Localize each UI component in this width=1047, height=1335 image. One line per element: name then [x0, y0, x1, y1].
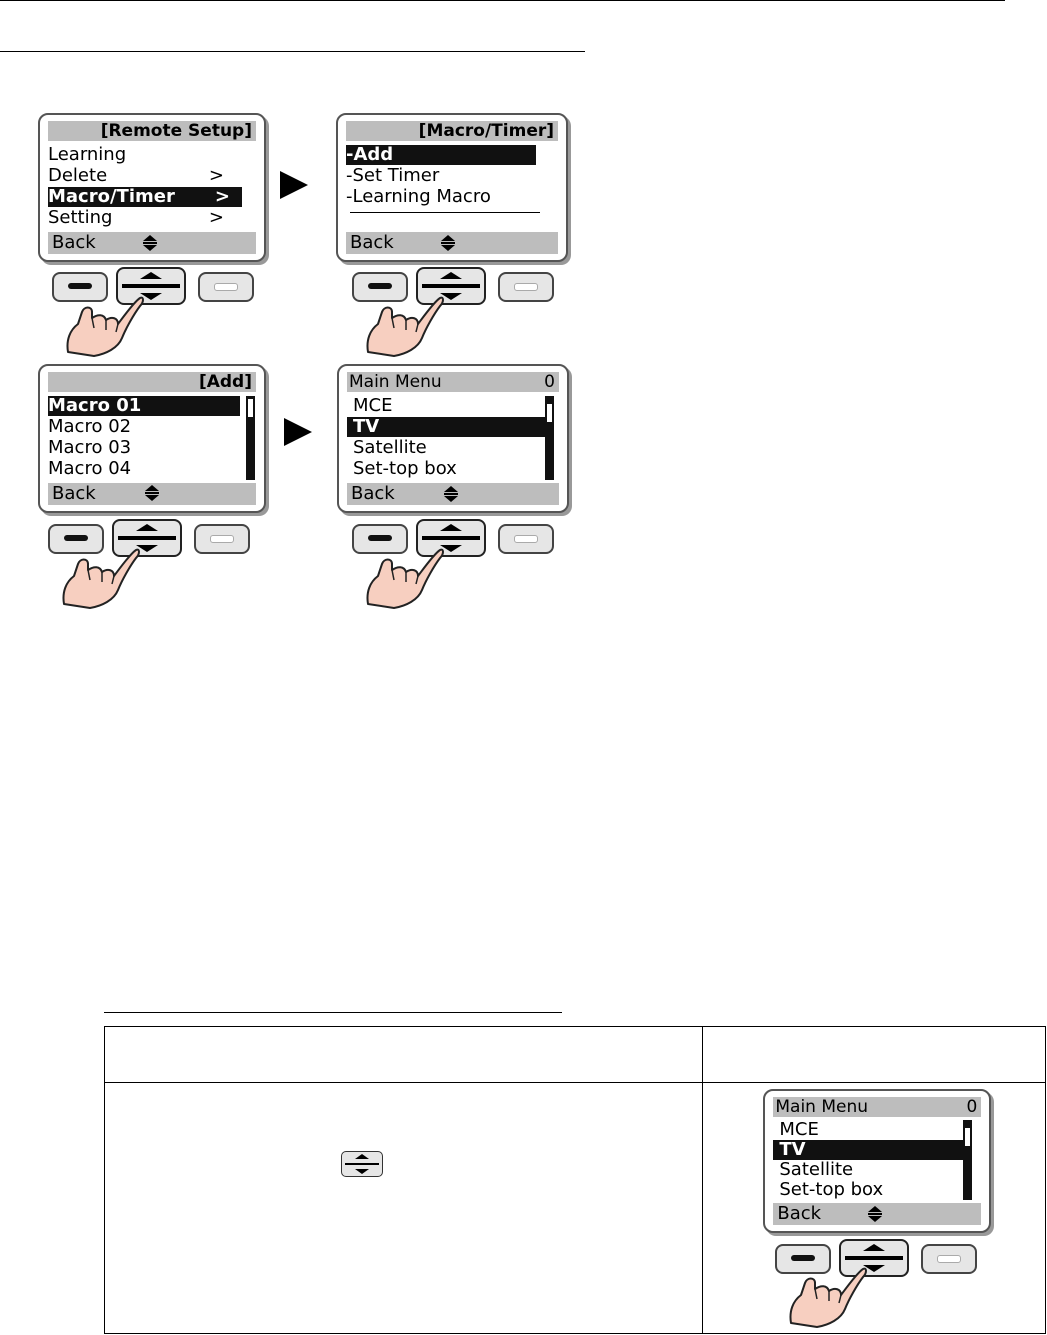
chevron-right-icon: > — [214, 186, 230, 207]
back-softkey-label[interactable]: Back — [777, 1203, 822, 1224]
table-header-cell — [105, 1027, 703, 1083]
menu-item-label: Macro 04 — [48, 458, 132, 479]
lcd-footer — [48, 232, 256, 254]
scrollbar[interactable] — [545, 396, 554, 480]
lcd-footer — [773, 1203, 981, 1225]
lcd-title: Main Menu — [349, 372, 442, 392]
scrollbar[interactable] — [963, 1120, 972, 1200]
up-down-icon — [867, 1203, 883, 1225]
scroll-rocker-icon — [341, 1151, 383, 1177]
lcd-remote-setup — [38, 113, 266, 262]
section-rule — [0, 51, 585, 52]
lcd-title: [Macro/Timer] — [418, 121, 554, 141]
chevron-right-icon: > — [208, 165, 224, 186]
table-row — [105, 1083, 1046, 1334]
menu-item-label: TV — [779, 1139, 806, 1160]
pointing-hand-icon — [364, 544, 444, 610]
menu-item-setting[interactable] — [48, 208, 236, 228]
right-softkey[interactable] — [921, 1244, 977, 1274]
menu-item-label: TV — [353, 416, 380, 437]
back-softkey-label[interactable]: Back — [351, 483, 395, 504]
menu-item-label: MCE — [353, 395, 393, 416]
right-softkey[interactable] — [194, 524, 250, 554]
right-softkey[interactable] — [198, 272, 254, 302]
menu-item-macro-04[interactable] — [48, 459, 240, 479]
lcd-header — [48, 121, 256, 141]
menu-divider — [350, 212, 540, 213]
table-header-cell — [703, 1027, 1046, 1083]
lcd-header — [773, 1097, 981, 1117]
top-rule — [0, 0, 1005, 1]
lcd-count: 0 — [966, 1097, 978, 1117]
menu-item-label: -Set Timer — [346, 165, 440, 186]
pointing-hand-icon — [64, 292, 144, 358]
menu-item-label: Satellite — [779, 1159, 854, 1180]
lcd-title: [Add] — [198, 372, 252, 392]
menu-item-delete[interactable] — [48, 166, 236, 186]
menu-item-tv[interactable] — [347, 417, 549, 437]
lcd-header — [347, 372, 559, 392]
menu-item-satellite[interactable] — [347, 438, 549, 458]
right-softkey[interactable] — [498, 524, 554, 554]
up-down-icon — [440, 232, 456, 254]
lcd-count: 0 — [544, 372, 555, 392]
instruction-table — [104, 1026, 1046, 1334]
pointing-hand-icon — [60, 544, 140, 610]
up-down-icon — [142, 232, 158, 254]
menu-item-label: Macro 01 — [48, 395, 142, 416]
back-softkey-label[interactable]: Back — [52, 232, 96, 253]
instruction-cell — [105, 1083, 703, 1334]
scrollbar[interactable] — [246, 396, 255, 480]
menu-item-label: Set-top box — [779, 1179, 884, 1200]
menu-item-macro-03[interactable] — [48, 438, 240, 458]
menu-item-add[interactable] — [346, 145, 536, 165]
play-triangle-icon — [284, 418, 312, 446]
menu-item-macro-02[interactable] — [48, 417, 240, 437]
right-softkey[interactable] — [498, 272, 554, 302]
menu-item-set-timer[interactable] — [346, 166, 536, 186]
back-softkey-label[interactable]: Back — [350, 232, 394, 253]
section-rule — [104, 1012, 562, 1013]
menu-item-macro-01[interactable] — [48, 396, 240, 416]
menu-item-label: -Learning Macro — [346, 186, 491, 207]
menu-item-label: Macro 02 — [48, 416, 132, 437]
menu-item-set-top-box[interactable] — [773, 1180, 971, 1200]
pointing-hand-icon — [364, 292, 444, 358]
lcd-macro-timer — [336, 113, 568, 262]
lcd-header — [346, 121, 558, 141]
menu-item-macro-timer[interactable] — [48, 187, 242, 207]
lcd-add — [38, 364, 266, 513]
menu-item-set-top-box[interactable] — [347, 459, 549, 479]
menu-item-learning-macro[interactable] — [346, 187, 536, 207]
lcd-footer — [346, 232, 558, 254]
menu-item-label: Setting — [48, 207, 113, 228]
pointing-hand-icon — [787, 1263, 867, 1329]
lcd-main-menu — [763, 1089, 991, 1233]
menu-item-label: Learning — [48, 144, 127, 165]
lcd-footer — [347, 483, 559, 505]
play-triangle-icon — [280, 171, 308, 199]
lcd-main-menu — [337, 364, 569, 513]
menu-item-label: Macro/Timer — [48, 186, 175, 207]
menu-item-learning[interactable] — [48, 145, 236, 165]
menu-item-label: Set-top box — [353, 458, 457, 479]
lcd-title: Main Menu — [775, 1097, 869, 1117]
menu-item-satellite[interactable] — [773, 1160, 971, 1180]
menu-item-label: -Add — [346, 144, 394, 165]
illustration-cell — [703, 1083, 1046, 1334]
menu-item-tv[interactable] — [773, 1140, 971, 1160]
back-softkey-label[interactable]: Back — [52, 483, 96, 504]
menu-item-label: Satellite — [353, 437, 427, 458]
lcd-title: [Remote Setup] — [100, 121, 252, 141]
menu-item-label: MCE — [779, 1119, 819, 1140]
menu-item-label: Delete — [48, 165, 108, 186]
lcd-footer — [48, 483, 256, 505]
up-down-icon — [144, 483, 160, 505]
menu-item-label: Macro 03 — [48, 437, 132, 458]
chevron-right-icon: > — [208, 207, 224, 228]
menu-item-mce[interactable] — [347, 396, 549, 416]
table-header-row — [105, 1027, 1046, 1083]
menu-item-mce[interactable] — [773, 1120, 971, 1140]
lcd-header — [48, 372, 256, 392]
up-down-icon — [443, 483, 459, 505]
